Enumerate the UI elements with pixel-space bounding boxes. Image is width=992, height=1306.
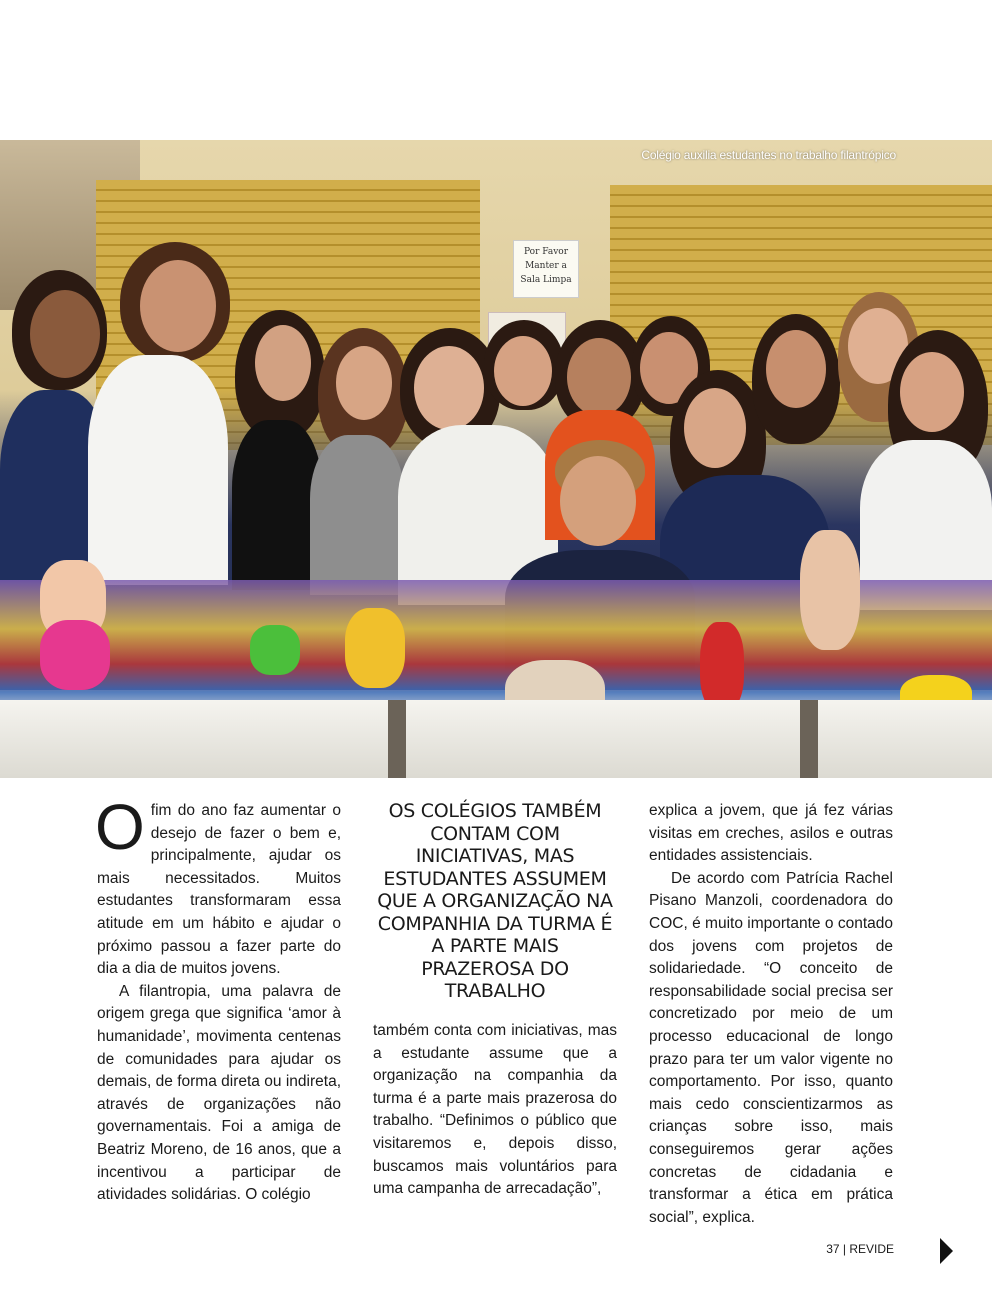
page-folio: 37 | REVIDE [826,1242,894,1256]
person-face [684,388,746,468]
person-face [255,325,311,401]
person-face [494,336,552,406]
person-shirt [88,355,228,585]
article-column-3 [649,800,893,1229]
person-shirt [232,420,322,590]
sign-line: Por Favor [523,247,569,257]
article-paragraph: explica a jovem, que já fez várias visitas em creches, asilos e outras entidades assistenciais. [649,802,893,865]
pull-quote: OS COLÉGIOS TAMBÉM CONTAM COM INICIATIVAS, MAS ESTUDANTES ASSUMEM QUE A ORGANIZAÇÃO NA COMPANHIA DA TURMA É A PARTE MAIS PRAZEROSA DO TRABALHO [377,800,613,1002]
toy-green [250,625,300,675]
photo-tables [0,700,992,778]
article-paragraph [95,791,341,981]
person-face [414,346,484,430]
sign-line: Sala Limpa [520,275,572,285]
article-column-1 [95,791,341,1207]
table-gap [388,700,406,778]
toy-robot [700,622,744,712]
person-shirt [310,435,405,595]
article-paragraph: também conta com iniciativas, mas a estudante assume que a organização na companhia da turma é a parte mais prazerosa do trabalho. “Definimos o público que visitaremos e, depois disso, buscamos mais voluntários para uma campanha de arrecadação”, [373,1022,617,1198]
sign-line: Manter a [525,261,567,271]
table-gap [800,700,818,778]
toy-doll-dress [40,620,110,690]
person-face [900,352,964,432]
person-face [30,290,100,378]
article-paragraph: De acordo com Patrícia Rachel Pisano Manzoli, coordenadora do COC, é muito importante o contado dos jovens com projetos de solidariedade. “O conceito de responsabilidade social precisa ser concretizado por meio de um processo educacional de longo prazo para ter um valor vigente no comportamento. Por isso, quanto mais cedo conscientizarmos as crianças sobre isso, mais conseguiremos gerar ações concretas de cidadania e transformar a ética em prática social”, explica. [649,869,893,1226]
next-page-arrow-icon[interactable] [940,1238,953,1264]
paragraph-text: fim do ano faz aumentar o desejo de fazer o bem e, principalmente, ajudar os mais necessitados. Muitos estudantes transformaram essa atitude em um hábito e ajudar o próximo passou a fazer parte do dia a dia de muitos jovens. [97,802,341,978]
person-face [567,338,631,416]
photo-caption: Colégio auxilia estudantes no trabalho filantrópico [641,148,896,162]
article-paragraph: A filantropia, uma palavra de origem grega que significa ‘amor à humanidade’, movimenta centenas de comunidades para ajudar os demais, de forma direta ou indireta, através de organizações não governamentais. Foi a amiga de Beatriz Moreno, de 16 anos, que a incentivou a participar de atividades solidárias. O colégio [97,982,341,1204]
person-face [766,330,826,408]
toy-doll [800,530,860,650]
person-face [140,260,216,352]
toy-bear [345,608,405,688]
person-face [560,456,636,546]
article-column-2 [373,1020,617,1201]
photo-wall-sign [513,240,579,298]
person-face [336,346,392,420]
drop-cap: O [95,791,145,863]
article-photo [0,140,992,778]
